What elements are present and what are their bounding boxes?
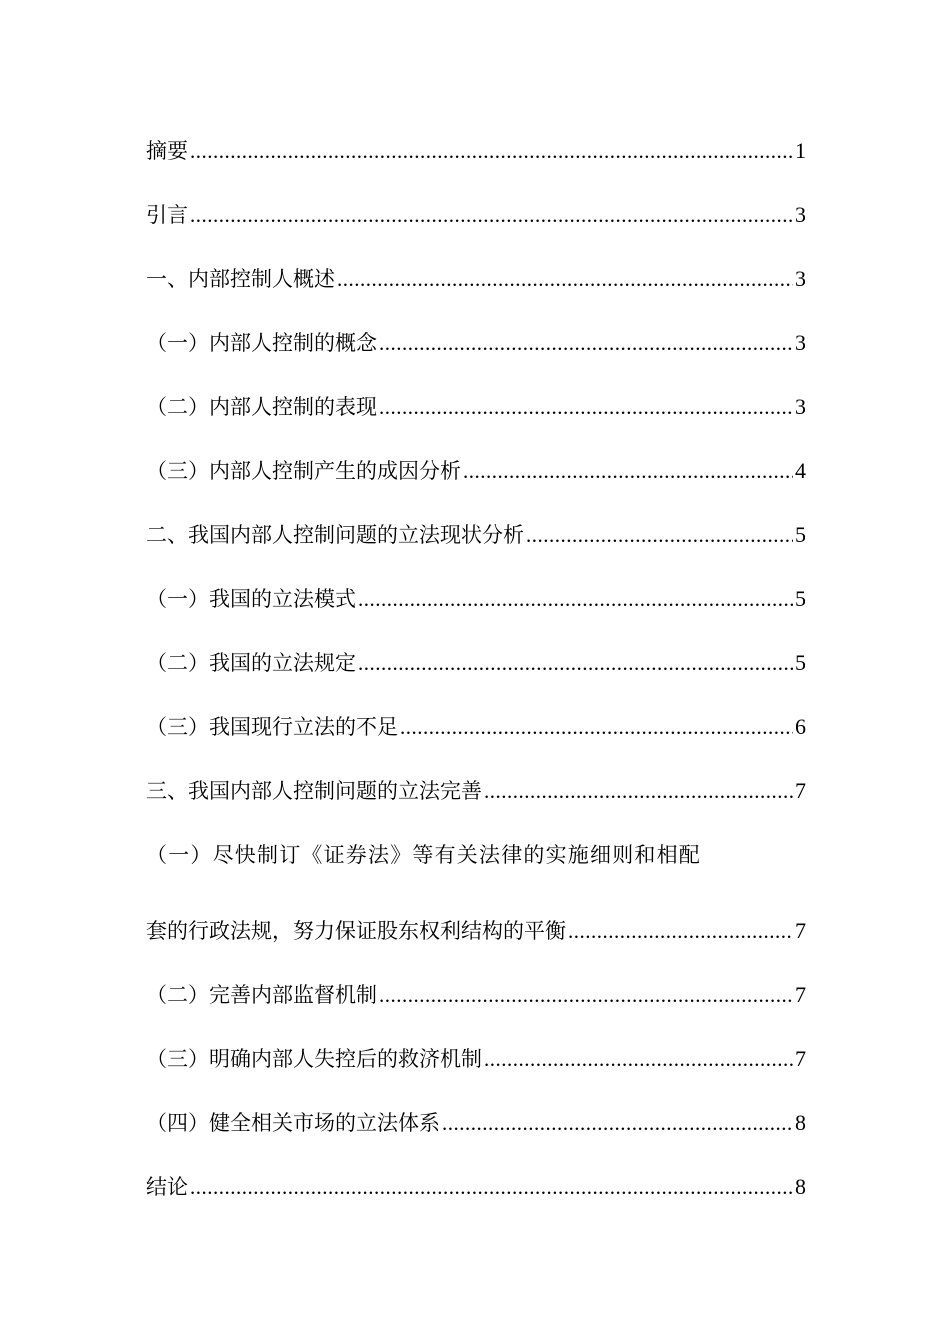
toc-entry-page-number: 3 — [795, 394, 806, 419]
toc-entry-label: （一）内部人控制的概念 — [146, 331, 377, 355]
toc-entry-label: （三）明确内部人失控后的救济机制 — [146, 1047, 482, 1071]
toc-entry-section-3-4[interactable] — [146, 1101, 806, 1165]
toc-entry-chapter-3[interactable] — [146, 769, 806, 833]
toc-entry-label: 引言 — [146, 203, 188, 227]
toc-dot-leader — [379, 321, 793, 365]
toc-entry-label: （二）内部人控制的表现 — [146, 395, 377, 419]
toc-entry-page-number: 5 — [795, 586, 806, 611]
toc-entry-page-number: 6 — [795, 714, 806, 739]
toc-entry-section-3-3[interactable] — [146, 1037, 806, 1101]
toc-entry-chapter-1[interactable] — [146, 257, 806, 321]
toc-dot-leader — [484, 1037, 793, 1081]
toc-entry-label: （四）健全相关市场的立法体系 — [146, 1111, 440, 1135]
toc-entry-label-line-1: （一）尽快制订《证券法》等有关法律的实施细则和相配 — [146, 843, 701, 867]
toc-entry-page-number: 7 — [795, 778, 806, 803]
toc-entry-section-2-1[interactable] — [146, 577, 806, 641]
toc-entry-line-2 — [146, 909, 806, 973]
toc-entry-label: （三）内部人控制产生的成因分析 — [146, 459, 461, 483]
toc-entry-chapter-2[interactable] — [146, 513, 806, 577]
toc-entry-page-number: 7 — [795, 982, 806, 1007]
toc-entry-label: 二、我国内部人控制问题的立法现状分析 — [146, 523, 524, 547]
toc-entry-page-number: 3 — [795, 330, 806, 355]
toc-entry-label: （一）我国的立法模式 — [146, 587, 356, 611]
toc-dot-leader — [442, 1101, 793, 1145]
table-of-contents — [146, 129, 806, 1229]
toc-entry-section-1-3[interactable] — [146, 449, 806, 513]
toc-entry-page-number: 7 — [795, 918, 806, 943]
toc-dot-leader — [400, 705, 793, 749]
toc-entry-section-3-2[interactable] — [146, 973, 806, 1037]
toc-entry-section-2-2[interactable] — [146, 641, 806, 705]
toc-entry-label: 结论 — [146, 1175, 188, 1199]
toc-entry-label-line-2: 套的行政法规，努力保证股东权利结构的平衡 — [146, 919, 566, 943]
toc-entry-page-number: 5 — [795, 522, 806, 547]
toc-entry-page-number: 3 — [795, 202, 806, 227]
toc-entry-page-number: 8 — [795, 1174, 806, 1199]
toc-entry-label: 一、内部控制人概述 — [146, 267, 335, 291]
toc-entry-label: （二）我国的立法规定 — [146, 651, 356, 675]
toc-dot-leader — [463, 449, 793, 493]
toc-dot-leader — [190, 129, 793, 173]
toc-entry-abstract[interactable] — [146, 129, 806, 193]
toc-entry-page-number: 3 — [795, 266, 806, 291]
toc-dot-leader — [526, 513, 793, 557]
toc-entry-page-number: 8 — [795, 1110, 806, 1135]
toc-entry-section-1-2[interactable] — [146, 385, 806, 449]
toc-dot-leader — [358, 577, 793, 621]
toc-entry-conclusion[interactable] — [146, 1165, 806, 1229]
toc-dot-leader — [379, 385, 793, 429]
toc-entry-section-1-1[interactable] — [146, 321, 806, 385]
toc-entry-section-2-3[interactable] — [146, 705, 806, 769]
toc-entry-page-number: 4 — [795, 458, 806, 483]
toc-entry-label: （二）完善内部监督机制 — [146, 983, 377, 1007]
toc-entry-introduction[interactable] — [146, 193, 806, 257]
toc-entry-label: 摘要 — [146, 139, 188, 163]
toc-entry-page-number: 1 — [795, 138, 806, 163]
toc-dot-leader — [358, 641, 793, 685]
toc-entry-section-3-1[interactable] — [146, 833, 806, 973]
toc-dot-leader — [379, 973, 793, 1017]
toc-entry-page-number: 5 — [795, 650, 806, 675]
toc-dot-leader — [337, 257, 793, 301]
toc-entry-label: （三）我国现行立法的不足 — [146, 715, 398, 739]
toc-entry-page-number: 7 — [795, 1046, 806, 1071]
toc-entry-label: 三、我国内部人控制问题的立法完善 — [146, 779, 482, 803]
toc-dot-leader — [190, 1165, 793, 1209]
toc-dot-leader — [568, 909, 793, 953]
toc-dot-leader — [190, 193, 793, 237]
toc-dot-leader — [484, 769, 793, 813]
